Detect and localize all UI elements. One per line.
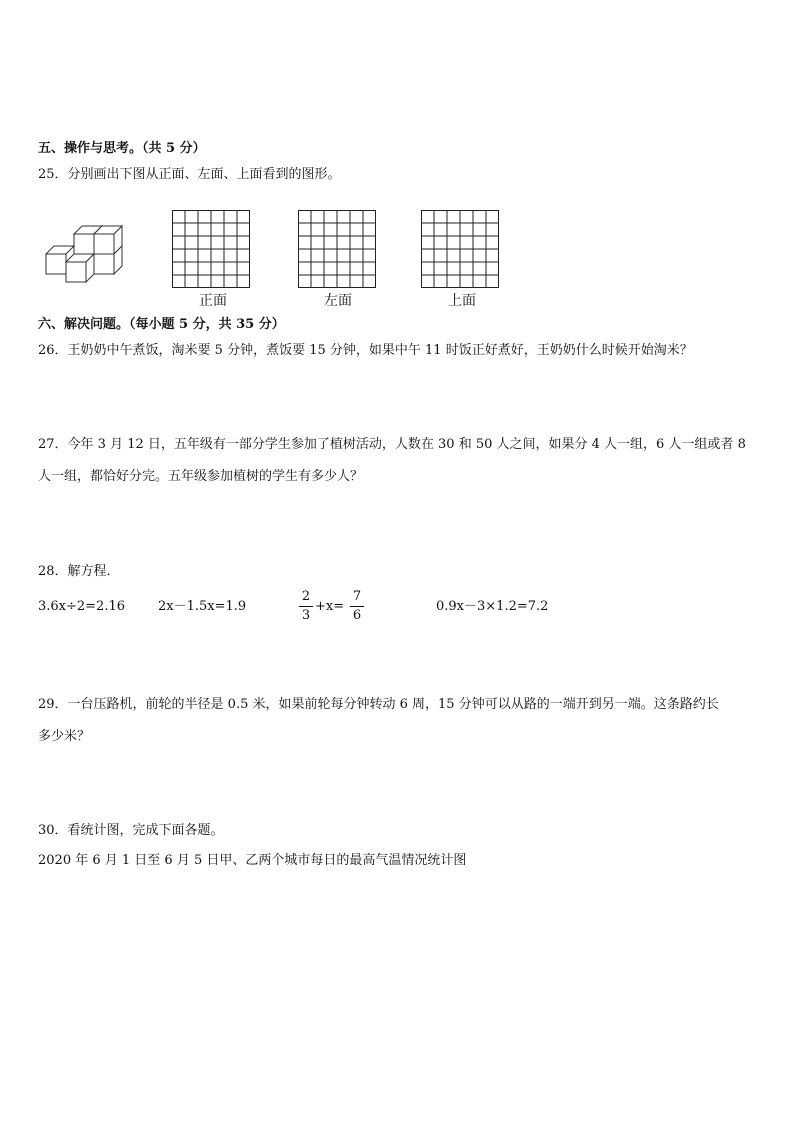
front-view-grid [172,210,250,288]
eq3-right-numerator: 7 [352,589,362,604]
question-29-line1: 29．一台压路机，前轮的半径是 0.5 米，如果前轮每分钟转动 6 周，15 分钟可以从路的一端开到另一端。这条路约长 [38,697,719,712]
question-26: 26．王奶奶中午煮饭，淘米要 5 分钟，煮饭要 15 分钟，如果中午 11 时饭正好煮好，王奶奶什么时候开始淘米？ [38,343,693,358]
question-29-line2: 多少米？ [38,729,91,744]
left-view-label: 左面 [324,293,352,309]
equation-3-middle: +x= [315,599,345,614]
left-view-grid [298,210,376,288]
question-25: 25．分别画出下图从正面、左面、上面看到的图形。 [38,167,341,182]
eq3-left-denominator: 3 [301,608,311,623]
section6-heading: 六、解决问题。（每小题 5 分，共 35 分） [38,317,285,332]
eq3-right-denominator: 6 [352,608,362,623]
section5-heading: 五、操作与思考。（共 5 分） [38,141,206,156]
top-view-label: 上面 [448,293,476,309]
cube-stack-figure [42,216,142,284]
question-30: 30．看统计图，完成下面各题。 [38,823,224,838]
question-27-line1: 27．今年 3 月 12 日，五年级有一部分学生参加了植树活动，人数在 30 和 50 人之间，如果分 4 人一组，6 人一组或者 8 [38,437,746,452]
equation-3-left-fraction [299,589,313,624]
equation-2: 2x－1.5x=1.9 [158,599,247,614]
question-28: 28．解方程． [38,564,120,579]
question-27-line2: 人一组，都恰好分完。五年级参加植树的学生有多少人？ [38,469,364,484]
equation-4: 0.9x－3×1.2=7.2 [436,599,549,614]
front-view-label: 正面 [199,293,227,309]
equation-1: 3.6x÷2=2.16 [38,599,126,614]
top-view-grid [421,210,499,288]
equation-3-right-fraction [350,589,364,624]
eq3-left-numerator: 2 [301,589,311,604]
chart-title: 2020 年 6 月 1 日至 6 月 5 日甲、乙两个城市每日的最高气温情况统计图 [38,853,467,868]
